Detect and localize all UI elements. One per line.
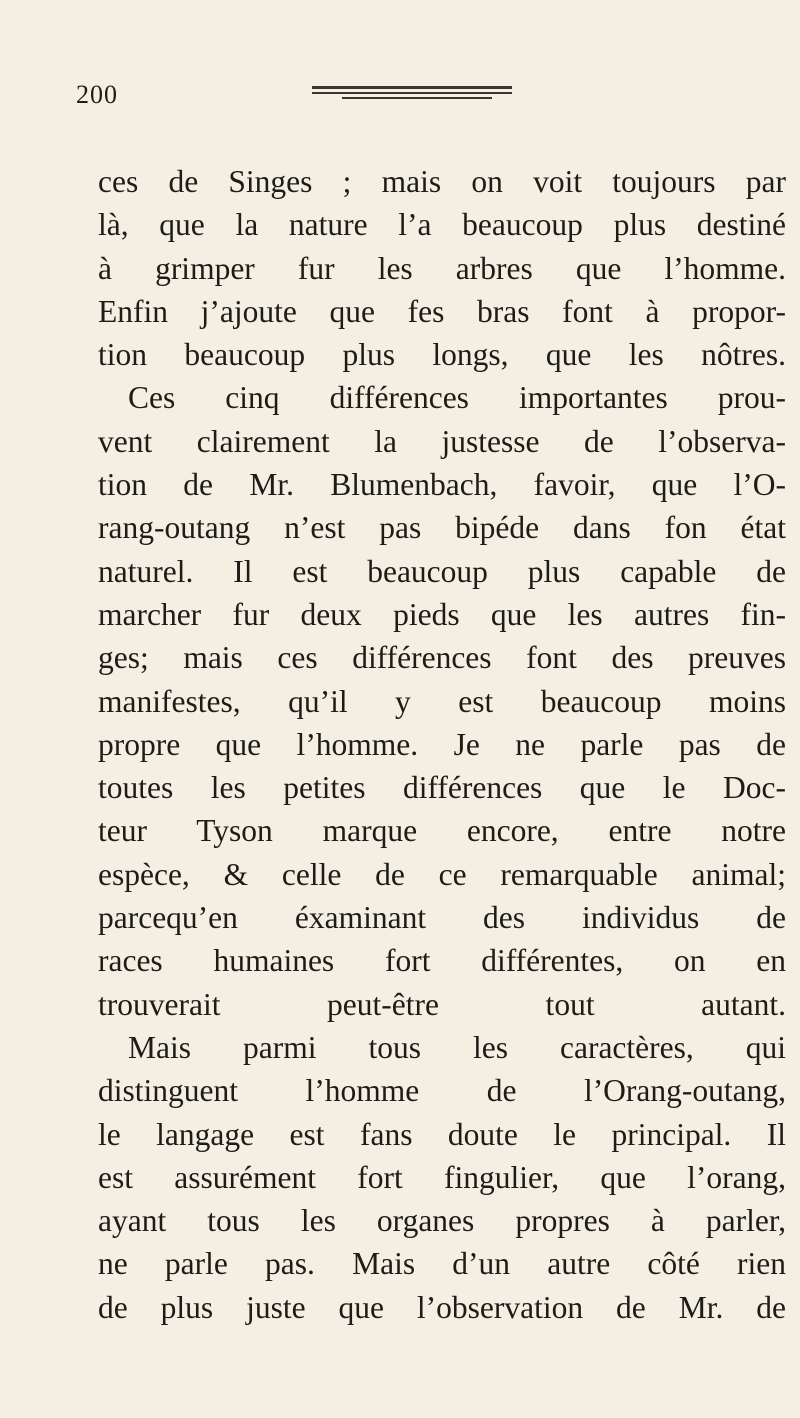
text-line: parcequ’en éxaminant des individus de — [98, 900, 786, 936]
header-rule-line — [342, 97, 492, 99]
text-line: manifestes, qu’il y est beaucoup moins — [98, 683, 786, 719]
text-line: là, que la nature l’a beaucoup plus destiné — [98, 207, 786, 243]
text-line: vent clairement la justesse de l’observa- — [98, 423, 786, 459]
text-line: ayant tous les organes propres à parler, — [98, 1203, 786, 1239]
page-number: 200 — [76, 80, 118, 109]
text-line: de plus juste que l’observation de Mr. de — [98, 1289, 786, 1325]
text-line: à grimper fur les arbres que l’homme. — [98, 250, 786, 286]
text-line: ges; mais ces différences font des preuves — [98, 640, 786, 676]
text-line: est assurément fort fingulier, que l’orang, — [98, 1159, 786, 1195]
text-line: ne parle pas. Mais d’un autre côté rien — [98, 1246, 786, 1282]
text-line: Mais parmi tous les caractères, qui — [128, 1029, 786, 1065]
header-rule — [312, 86, 512, 100]
text-line: trouverait peut-être tout autant. — [98, 986, 786, 1022]
text-line: espèce, & celle de ce remarquable animal; — [98, 856, 786, 892]
text-line: rang-outang n’est pas bipéde dans fon état — [98, 510, 786, 546]
text-line: tion beaucoup plus longs, que les nôtres. — [98, 337, 786, 373]
text-line: naturel. Il est beaucoup plus capable de — [98, 553, 786, 589]
text-line: races humaines fort différentes, on en — [98, 943, 786, 979]
header-rule-line — [312, 92, 512, 94]
text-line: Enfin j’ajoute que fes bras font à propor- — [98, 293, 786, 329]
text-line: marcher fur deux pieds que les autres fin- — [98, 596, 786, 632]
body-text — [98, 160, 786, 1329]
text-line: le langage est fans doute le principal. Il — [98, 1116, 786, 1152]
text-line: propre que l’homme. Je ne parle pas de — [98, 726, 786, 762]
text-line: distinguent l’homme de l’Orang-outang, — [98, 1073, 786, 1109]
header-rule-line — [312, 86, 512, 89]
text-line: tion de Mr. Blumenbach, favoir, que l’O- — [98, 467, 786, 503]
text-line: teur Tyson marque encore, entre notre — [98, 813, 786, 849]
text-line: toutes les petites différences que le Doc- — [98, 770, 786, 806]
text-line: Ces cinq différences importantes prou- — [128, 380, 786, 416]
text-line: ces de Singes ; mais on voit toujours par — [98, 164, 786, 199]
